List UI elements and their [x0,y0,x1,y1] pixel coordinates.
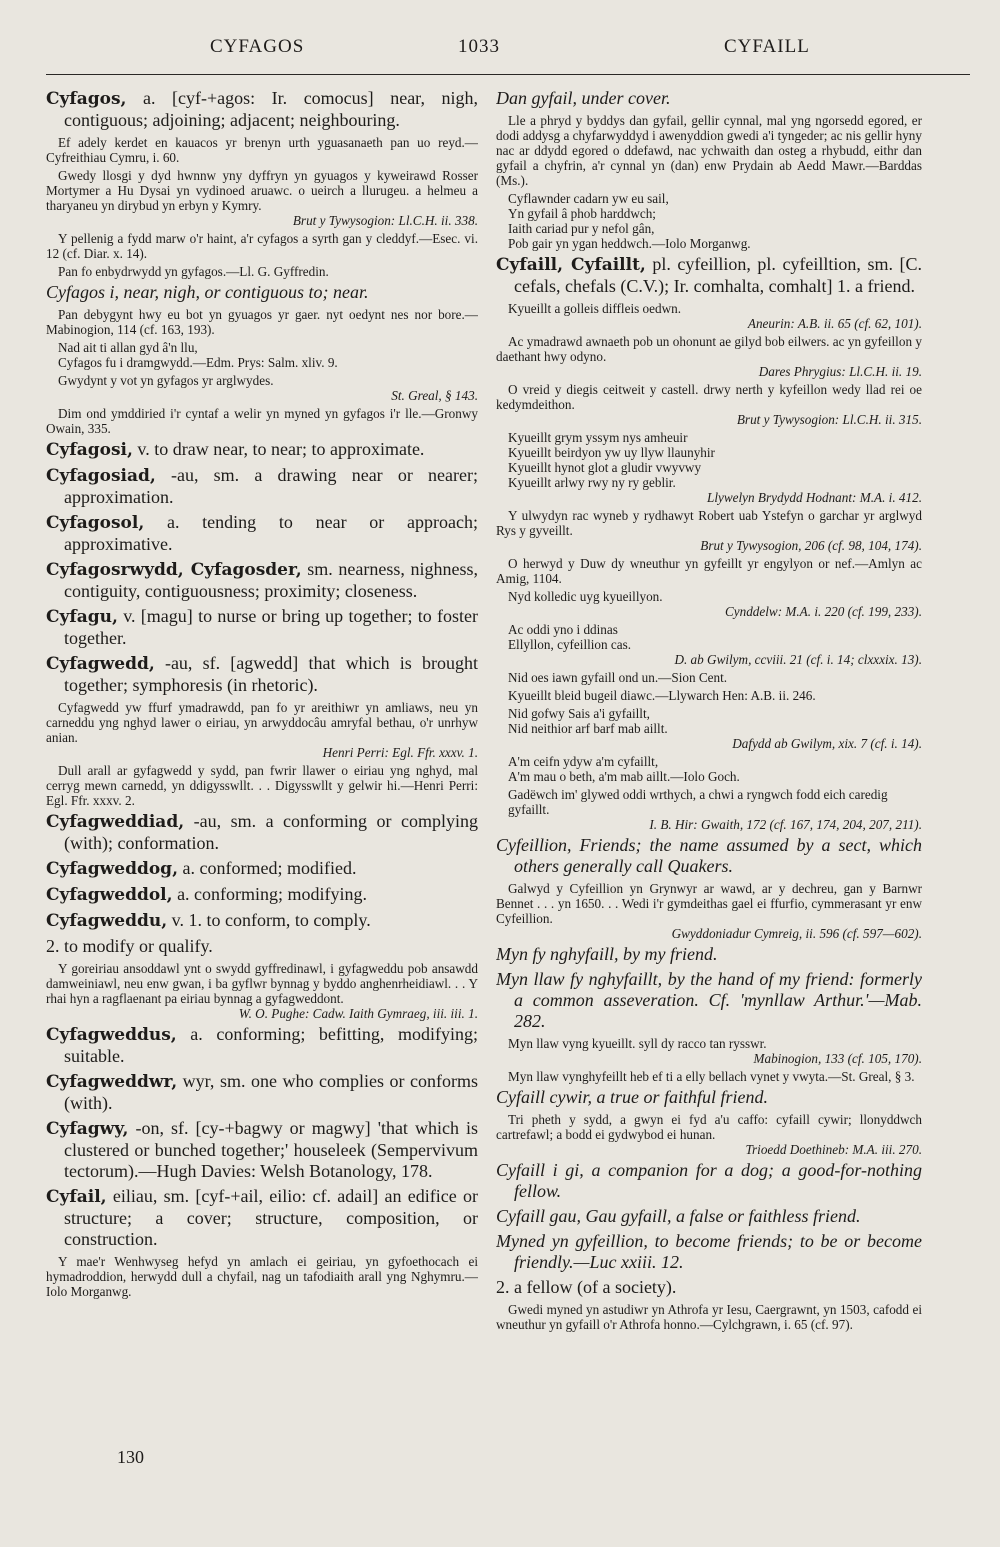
citation-text: Nid oes iawn gyfaill ond un.—Sion Cent. [508,670,728,685]
definition: v. [magu] to nurse or bring up together; to foster together. [64,606,478,648]
dictionary-entry [46,512,478,555]
phrase-entry: Cyfaill gau, Gau gyfaill, a false or faithless friend. [496,1206,861,1226]
headword: Cyfail, [46,1187,107,1207]
dictionary-entry [46,465,478,508]
quotation [46,373,478,403]
dictionary-entry [46,858,478,880]
quotation [46,231,478,261]
citation-text: Ac ymadrawd awnaeth pob un ohonunt ae gilyd bob eilwers. ac yn gyfeillon y daethant hwy odyno. [496,334,922,364]
quotation [496,1302,922,1332]
headword: Cyfagosrwydd, Cyfagosder, [46,560,302,580]
quotation [496,589,922,619]
citation-reference: Aneurin: A.B. ii. 65 (cf. 62, 101). [747,316,922,331]
quotation [46,168,478,228]
quotation [46,135,478,165]
definition: -au, sm. a drawing near or nearer; approximation. [64,465,478,507]
citation-text: Nyd kolledic uyg kyueillyon. [508,589,663,604]
quotation [496,670,922,685]
phrase-entry: Cyfaill cywir, a true or faithful friend. [496,1087,768,1107]
definition: eiliau, sm. [cyf-+ail, eilio: cf. adail] an edifice or structure; a cover; structure, composition, or construction. [64,1186,478,1249]
citation-text: Pan fo enbydrwydd yn gyfagos.—Ll. G. Gyffredin. [58,264,329,279]
header-left-guide-word: CYFAGOS [210,36,305,57]
quotation [496,556,922,586]
citation-reference: St. Greal, § 143. [391,388,478,403]
verse-citation [508,622,922,667]
citation-reference: D. ab Gwilym, ccviii. 21 (cf. i. 14; clxxxix. 13). [674,652,922,667]
quotation [46,406,478,436]
dictionary-entry [46,1118,478,1182]
citation-reference: Cynddelw: M.A. i. 220 (cf. 199, 233). [724,604,922,619]
citation-reference: W. O. Pughe: Cadw. Iaith Gymraeg, iii. iii. 1. [238,1006,478,1021]
citation-reference: Henri Perri: Egl. Ffr. xxxv. 1. [322,745,478,760]
citation-text: Gadëwch im' glywed oddi wrthych, a chwi a ryngwch fodd eich caredig gyfaillt. [508,787,888,817]
quotation [496,1036,922,1066]
citation-text: Gwedi myned yn astudiwr yn Athrofa yr Iesu, Caergrawnt, yn 1503, cafodd ei wneuthur yn gyfaill o'r Athrofa honno.—Cylchgrawn, i. 65 (cf. 97). [496,1302,922,1332]
citation-reference: Brut y Tywysogion, 206 (cf. 98, 104, 174). [700,538,922,553]
quotation [496,382,922,427]
headword: Cyfagu, [46,607,118,627]
sense-entry: 2. to modify or qualify. [46,936,213,956]
definition: v. 1. to conform, to comply. [167,910,371,930]
headword: Cyfagosi, [46,440,133,460]
quotation [46,700,478,760]
definition: sm. nearness, nighness, contiguity, contiguousness; proximity; closeness. [64,559,478,601]
phrase-entry: Dan gyfail, under cover. [496,88,671,108]
citation-reference: I. B. Hir: Gwaith, 172 (cf. 167, 174, 204, 207, 211). [649,817,922,832]
citation-text: Kyueillt a golleis diffleis oedwn. [508,301,681,316]
headword: Cyfagwy, [46,1119,129,1139]
citation-text: Nid gofwy Sais a'i gyfaillt, Nid neithior arf barf mab aillt. [508,706,668,736]
phrase-entry: Myn llaw fy nghyfaillt, by the hand of my friend: formerly a common asseveration. Cf. 'mynllaw Arthur.'—Mab. 282. [496,969,922,1031]
headword: Cyfagweddwr, [46,1072,178,1092]
quotation [496,508,922,553]
quotation [46,307,478,337]
headword: Cyfagwedd, [46,654,155,674]
dictionary-entry [46,653,478,696]
dictionary-entry [46,1024,478,1067]
citation-text: Kyueillt grym yssym nys amheuir Kyueillt beirdyon yw uy llyw llaunyhir Kyueillt hynot glot a gludir vwyvwy Kyueillt arlwy rwy ny ry geblir. [508,430,715,490]
definition: a. conforming; modifying. [172,884,368,904]
headword: Cyfagweddu, [46,911,168,931]
headword: Cyfagos, [46,89,127,109]
citation-text: Y pellenig a fydd marw o'r haint, a'r cyfagos a syrth gan y cleddyf.—Esec. vi. 12 (cf. Diar. x. 14). [46,231,478,261]
citation-reference: Brut y Tywysogion: Ll.C.H. ii. 315. [736,412,922,427]
verse-citation [508,430,922,505]
quotation [496,881,922,941]
definition: wyr, sm. one who complies or conforms (with). [64,1071,478,1113]
citation-text: Dim ond ymddiried i'r cyntaf a welir yn myned yn gyfagos i'r lle.—Gronwy Owain, 335. [46,406,478,436]
quotation [496,301,922,331]
signature-mark: 130 [117,1447,144,1467]
dictionary-entry [46,439,478,461]
headword: Cyfagosol, [46,513,145,533]
citation-text: Cyfagwedd yw ffurf ymadrawdd, pan fo yr areithiwr yn amliaws, neu yn carneddu yng nghyd lawer o eiriau, yn arwyddocâu amryfal bethau, o'r unrhyw anian. [46,700,478,745]
citation-reference: Brut y Tywysogion: Ll.C.H. ii. 338. [292,213,478,228]
citation-text: Gwedy llosgi y dyd hwnnw yny dyffryn yn gyuagos y kyweirawd Rosser Mortymer a Hu Dysai yn vydinoed aruawc. o ueirch a llurugeu. a helmeu a tharyaneu yn dirybud yn erbyn y Kymry. [46,168,478,213]
quotation [496,334,922,379]
citation-reference: Gwyddoniadur Cymreig, ii. 596 (cf. 597—602). [671,926,922,941]
definition: -on, sf. [cy-+bagwy or magwy] 'that which is clustered or bunched together;' houseleek (Sempervivum tectorum).—Hugh Davies: Welsh Botanology, 178. [64,1118,478,1181]
headword: Cyfagweddiad, [46,812,185,832]
phrase-entry: Cyfaill i gi, a companion for a dog; a good-for-nothing fellow. [496,1160,922,1201]
dictionary-entry [496,254,922,297]
quotation [46,1254,478,1299]
citation-text: Kyueillt bleid bugeil diawc.—Llywarch Hen: A.B. ii. 246. [508,688,816,703]
dictionary-entry [46,910,478,932]
headword: Cyfagweddog, [46,859,178,879]
headword: Cyfagweddus, [46,1025,177,1045]
definition: a. conformed; modified. [178,858,357,878]
phrase-entry: Myned yn gyfeillion, to become friends; to be or become friendly.—Luc xxiii. 12. [496,1231,922,1272]
definition: a. [cyf-+agos: Ir. comocus] near, nigh, contiguous; adjoining; adjacent; neighbouring. [64,88,478,130]
citation-text: Tri pheth y sydd, a gwyn ei fyd a'u caffo: cyfaill cywir; llonyddwch cartrefawl; a bodd ei gydwybod ei hunan. [496,1112,922,1142]
citation-text: Pan debygynt hwy eu bot yn gyuagos yr gaer. nyt oedynt nes nor bore.—Mabinogion, 114 (cf. 163, 193). [46,307,478,337]
citation-text: Dull arall ar gyfagwedd y sydd, pan fwrir llawer o eiriau yng nghyd, mal cerryg mewn carnedd, yn ddigysswllt. . . Digysswllt y gelwir hi.—Henri Perri: Egl. Ffr. xxxv. 2. [46,763,478,808]
quotation [46,763,478,808]
citation-text: Ac oddi yno i ddinas Ellyllon, cyfeillion cas. [508,622,632,652]
phrase-entry: Myn fy nghyfaill, by my friend. [496,944,718,964]
page-number: 1033 [458,36,500,57]
citation-text: O herwyd y Duw dy wneuthur yn gyfeillt yr engylyon or nef.—Amlyn ac Amig, 1104. [496,556,922,586]
citation-text: A'm ceifn ydyw a'm cyfaillt, A'm mau o beth, a'm mab aillt.—Iolo Goch. [508,754,740,784]
quotation [496,1069,922,1084]
citation-text: Cyflawnder cadarn yw eu sail, Yn gyfail â phob harddwch; Iaith cariad pur y nefol gân, Pob gair yn ygan heddwch.—Iolo Morganwg. [508,191,751,251]
citation-reference: Llywelyn Brydydd Hodnant: M.A. i. 412. [707,490,922,505]
verse-citation [508,191,922,251]
definition: a. tending to near or approach; approximative. [64,512,478,554]
headword: Cyfagweddol, [46,885,173,905]
quotation [46,961,478,1021]
page-header [46,36,970,62]
dictionary-entry [46,884,478,906]
verse-citation [508,754,922,784]
header-rule [46,74,970,75]
dictionary-entry [46,606,478,649]
definition: -au, sm. a conforming or complying (with); conformation. [64,811,478,853]
citation-text: Y ulwydyn rac wyneb y rydhawyt Robert uab Ystefyn o garchar yr arglwyd Rys y gyveillt. [496,508,922,538]
citation-reference: Dares Phrygius: Ll.C.H. ii. 19. [758,364,922,379]
quotation [46,264,478,279]
sense-entry: 2. a fellow (of a society). [496,1277,677,1297]
citation-text: Galwyd y Cyfeillion yn Grynwyr ar wawd, ar y dechreu, gan y Barnwr Bennet . . . yn 1650. . . Wedi i'r gymdeithas gael ei ffurfio, cymmerasant yr enw Cyfeillion. [496,881,922,926]
verse-citation [58,340,478,370]
citation-text: Myn llaw vyng kyueillt. syll dy racco tan rysswr. [508,1036,767,1051]
phrase-entry: Cyfeillion, Friends; the name assumed by a sect, which others generally call Quakers. [496,835,922,876]
citation-text: Ef adely kerdet en kauacos yr brenyn urth yguasanaeth pan uo reyd.—Cyfreithiau Cymru, i. 60. [46,135,478,165]
dictionary-entry [46,811,478,854]
definition: -au, sf. [agwedd] that which is brought together; symphoresis (in rhetoric). [64,653,478,695]
phrase-entry: Cyfagos i, near, nigh, or contiguous to; near. [46,282,369,302]
verse-citation [508,706,922,751]
citation-text: Lle a phryd y byddys dan gyfail, gellir cynnal, mal yng ngorsedd egored, er dodi addysg a chyfarwyddyd i awenyddion gwedi a'i tyngeder; ac nis gellir hyny nac ar ddydd egored o ddefawd, nac ychwaith dan osteg a rhybudd, eithr dan gyfail a chyfrin, a'r cynnal yn (dan) enw Prydain ab Aedd Mawr.—Barddas (Ms.). [496,113,922,188]
quotation [496,1112,922,1157]
verse-citation [508,787,922,832]
dictionary-entry [46,1071,478,1114]
citation-reference: Dafydd ab Gwilym, xix. 7 (cf. i. 14). [732,736,922,751]
headword: Cyfaill, Cyfaillt, [496,255,646,275]
headword: Cyfagosiad, [46,466,156,486]
citation-text: O vreid y diegis ceitweit y castell. drwy nerth y kyfeillon wedy llad rei oe kedymdeithon. [496,382,922,412]
right-column [496,88,922,1438]
dictionary-entry [46,88,478,131]
definition: v. to draw near, to near; to approximate. [132,439,425,459]
citation-text: Myn llaw vynghyfeillt heb ef ti a elly bellach vynet y vwyta.—St. Greal, § 3. [508,1069,915,1084]
citation-text: Nad ait ti allan gyd â'n llu, Cyfagos fu i dramgwydd.—Edm. Prys: Salm. xliv. 9. [58,340,338,370]
dictionary-entry [46,1186,478,1250]
citation-text: Y goreiriau ansoddawl ynt o swydd gyffredinawl, i gyfagweddu pob ansawdd damweiniawl, neu enw gwan, i ba gyflwr bynnag y byddo anghenrheidiawl. . . Y rhai hyn a ragflaenant pa eiriau bynnag a gyfagweddont. [46,961,478,1006]
left-column [46,88,478,1438]
dictionary-entry [46,559,478,602]
definition: pl. cyfeillion, pl. cyfeilltion, sm. [C. cefals, chefals (C.V.); Ir. comhalta, comhalt] 1. a friend. [514,254,922,296]
citation-reference: Trioedd Doethineb: M.A. iii. 270. [745,1142,922,1157]
citation-text: Y mae'r Wenhwyseg hefyd yn amlach ei geiriau, yn gyfoethocach ei hymadroddion, herwydd dull a chyfail, nag un tafodiaith arall yng Nghymru.—Iolo Morganwg. [46,1254,478,1299]
quotation [496,688,922,703]
citation-text: Gwydynt y vot yn gyfagos yr arglwydes. [58,373,274,388]
quotation [496,113,922,188]
header-right-guide-word: CYFAILL [724,36,810,57]
definition: a. conforming; befitting, modifying; suitable. [64,1024,478,1066]
citation-reference: Mabinogion, 133 (cf. 105, 170). [753,1051,922,1066]
